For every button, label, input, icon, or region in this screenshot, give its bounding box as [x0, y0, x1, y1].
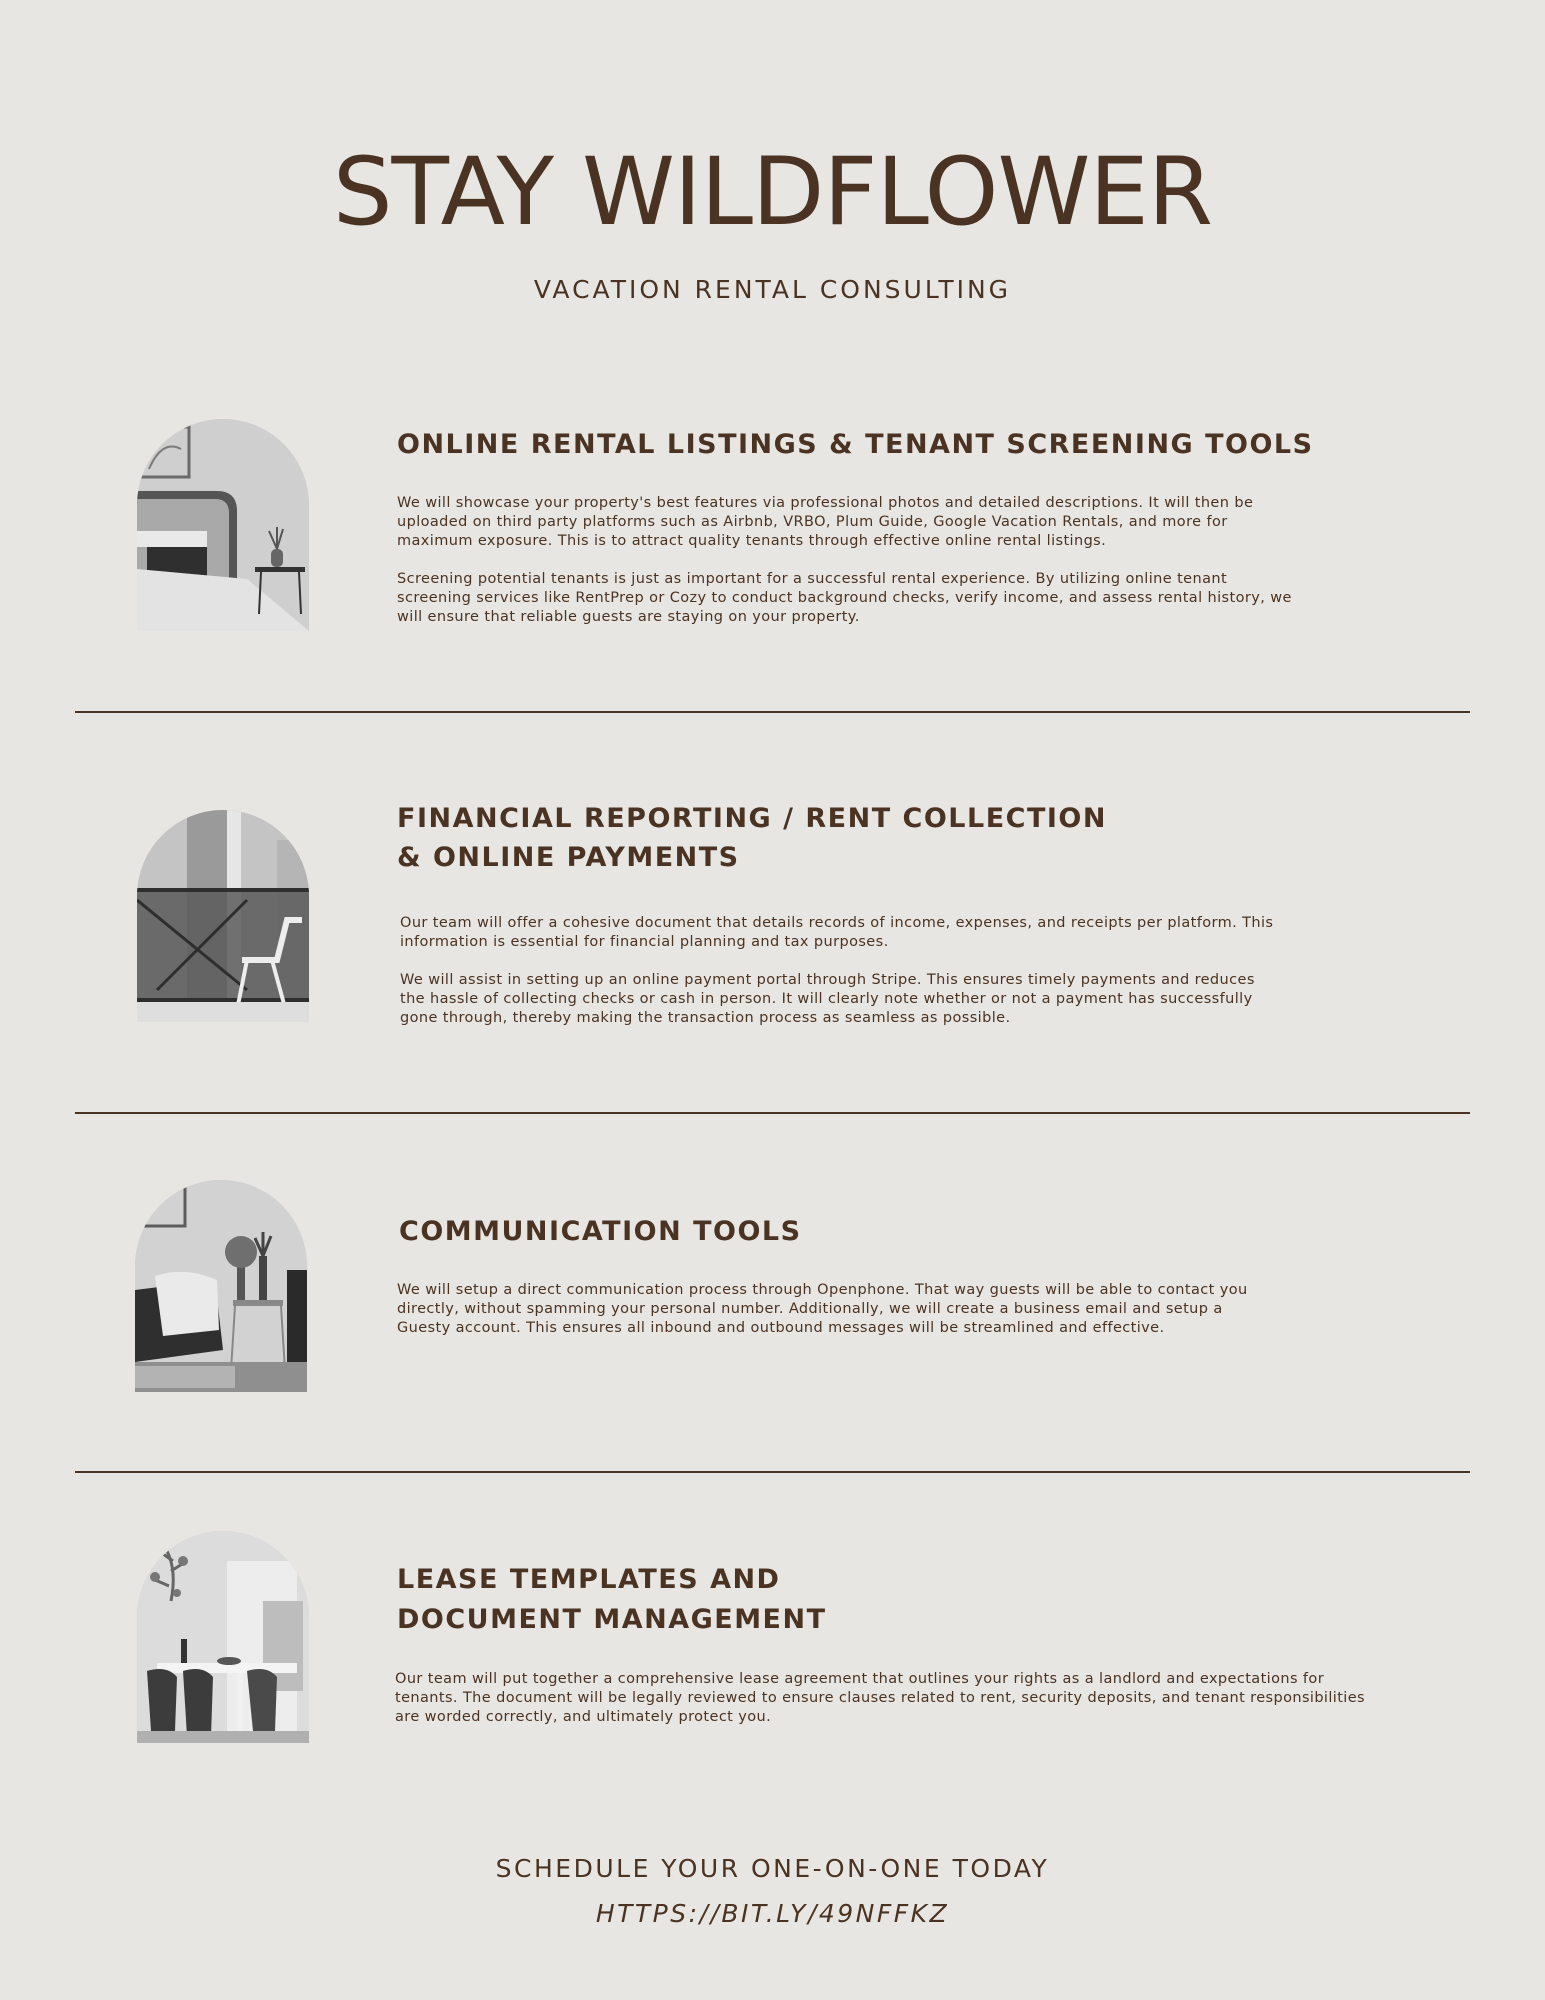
section-divider [75, 1112, 1470, 1114]
section-divider [75, 1471, 1470, 1473]
balcony-chair-photo-icon [137, 810, 309, 1022]
booking-link[interactable]: HTTPS://BIT.LY/49NFFKZ [595, 1899, 950, 1928]
section-paragraph: We will assist in setting up an online payment portal through Stripe. This ensures timely payments and reduces the hassle of collecting checks or cash in person. It will clearly note whether or not a payment has successfully gone through, thereby making the transaction process as seamless as possible. [400, 972, 1255, 1026]
heading-line: & ONLINE PAYMENTS [397, 842, 740, 873]
heading-line: COMMUNICATION TOOLS [399, 1216, 802, 1247]
brand-title: STAY WILDFLOWER [332, 138, 1213, 247]
section-paragraph: Our team will offer a cohesive document that details records of income, expenses, and receipts per platform. This information is essential for financial planning and tax purposes. [400, 915, 1274, 950]
heading-line: FINANCIAL REPORTING / RENT COLLECTION [397, 803, 1107, 834]
section-paragraph: We will showcase your property's best features via professional photos and detailed descriptions. It will then be uploaded on third party platforms such as Airbnb, VRBO, Plum Guide, Google Vacation Rentals, and more for maximum exposure. This is to attract quality tenants through effective online rental listings. [397, 495, 1254, 549]
cta-text: SCHEDULE YOUR ONE-ON-ONE TODAY [495, 1854, 1050, 1883]
section-heading-financial [397, 799, 1107, 877]
section-paragraph: We will setup a direct communication process through Openphone. That way guests will be able to contact you directly, without spamming your personal number. Additionally, we will create a business email and setup a Guesty account. This ensures all inbound and outbound messages will be streamlined and effective. [397, 1282, 1248, 1336]
section-heading-lease [397, 1560, 827, 1640]
living-room-photo-icon [135, 1180, 307, 1392]
heading-line: DOCUMENT MANAGEMENT [397, 1604, 827, 1635]
section-paragraph: Our team will put together a comprehensive lease agreement that outlines your rights as a landlord and expectations for tenants. The document will be legally reviewed to ensure clauses related to rent, security deposits, and tenant responsibilities are worded correctly, and ultimately protect you. [395, 1671, 1366, 1725]
heading-line: LEASE TEMPLATES AND [397, 1564, 781, 1595]
section-divider [75, 711, 1470, 713]
section-heading-listings [397, 425, 1314, 464]
section-paragraph: Screening potential tenants is just as important for a successful rental experience. By utilizing online tenant screening services like RentPrep or Cozy to conduct background checks, verify income, and assess rental history, we will ensure that reliable guests are staying on your property. [397, 571, 1292, 625]
brand-subtitle: VACATION RENTAL CONSULTING [533, 275, 1012, 304]
dining-room-photo-icon [137, 1531, 309, 1743]
heading-line: ONLINE RENTAL LISTINGS & TENANT SCREENING TOOLS [397, 429, 1314, 460]
section-heading-communication [399, 1212, 802, 1251]
bedroom-photo-icon [137, 419, 309, 631]
